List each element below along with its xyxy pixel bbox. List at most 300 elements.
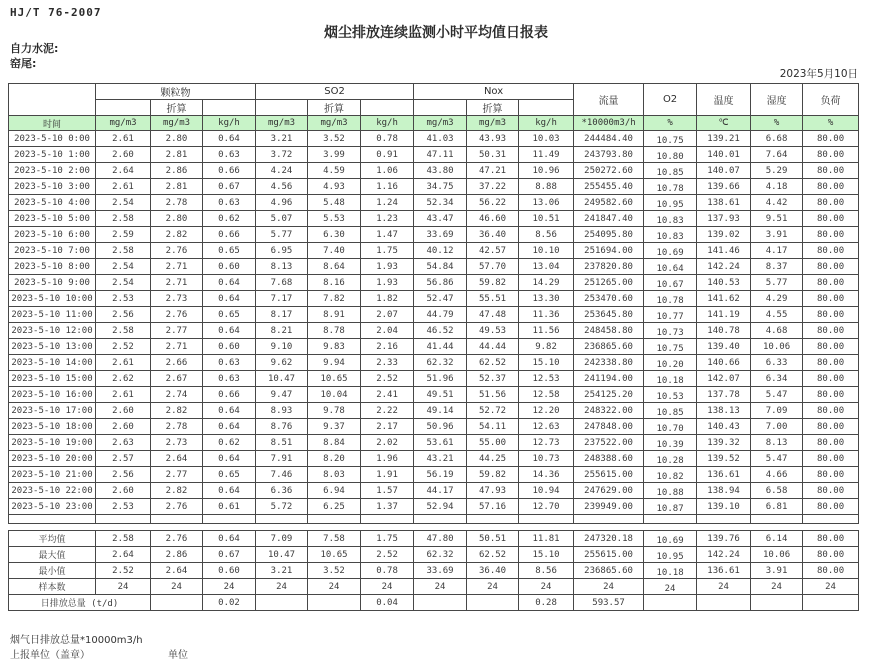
cell-value: 138.13 [697, 403, 751, 419]
cell-value: 10.85 [644, 403, 697, 419]
cell-time: 2023-5-10 0:00 [9, 131, 96, 147]
header-group-row [9, 84, 859, 100]
cell-value: 139.52 [697, 451, 751, 467]
cell-value: 7.40 [308, 243, 361, 259]
summary-label: 最大值 [9, 547, 96, 563]
cell-time: 2023-5-10 4:00 [9, 195, 96, 211]
cell-value: 41.03 [414, 131, 467, 147]
gap-cell [9, 524, 96, 531]
cell-value: 80.00 [803, 451, 859, 467]
cell-value: 24 [256, 579, 308, 595]
cell-value: 7.09 [751, 403, 803, 419]
cell-value: 2.80 [151, 211, 203, 227]
cell-value: 43.93 [467, 131, 519, 147]
report-unit-line [10, 646, 188, 661]
hourly-row [9, 499, 859, 515]
cell-value: 2.62 [96, 371, 151, 387]
cell-time: 2023-5-10 17:00 [9, 403, 96, 419]
cell-value: 2.59 [96, 227, 151, 243]
cell-value: 2.53 [96, 291, 151, 307]
col-header-humidity: 湿度 [751, 84, 803, 116]
cell-value: 7.09 [256, 531, 308, 547]
time-header-spacer [9, 84, 96, 116]
cell-value: 10.69 [644, 243, 697, 259]
cell-value: 138.61 [697, 195, 751, 211]
cell-value: 0.64 [203, 403, 256, 419]
cell-value: 0.62 [203, 435, 256, 451]
cell-value: 2.71 [151, 259, 203, 275]
cell-value: 10.06 [751, 547, 803, 563]
hourly-row [9, 179, 859, 195]
cell-value: 139.76 [697, 531, 751, 547]
cell-time: 2023-5-10 12:00 [9, 323, 96, 339]
cell-value: 10.20 [644, 355, 697, 371]
gap-row [9, 524, 859, 531]
cell-value: 59.82 [467, 275, 519, 291]
cell-value: 0.66 [203, 227, 256, 243]
cell-time: 2023-5-10 23:00 [9, 499, 96, 515]
cell-value: 2.78 [151, 419, 203, 435]
hourly-row [9, 291, 859, 307]
cell-value: 10.75 [644, 131, 697, 147]
cell-value: 54.11 [467, 419, 519, 435]
cell-value: 51.56 [467, 387, 519, 403]
cell-value: 80.00 [803, 531, 859, 547]
cell-value: 253470.60 [574, 291, 644, 307]
cell-value: 6.25 [308, 499, 361, 515]
cell-value: 142.07 [697, 371, 751, 387]
blank-cell [361, 515, 414, 524]
cell-value: 14.36 [519, 467, 574, 483]
cell-value: 53.61 [414, 435, 467, 451]
cell-value: 2.07 [361, 307, 414, 323]
cell-value [151, 595, 203, 611]
cell-value: 4.29 [751, 291, 803, 307]
cell-value: 80.00 [803, 307, 859, 323]
cell-value: 80.00 [803, 259, 859, 275]
unit-cell: kg/h [203, 116, 256, 131]
cell-time: 2023-5-10 3:00 [9, 179, 96, 195]
cell-value: 9.51 [751, 211, 803, 227]
cell-value: 5.77 [751, 275, 803, 291]
cell-value: 10.10 [519, 243, 574, 259]
blank-cell [644, 515, 697, 524]
cell-value: 10.69 [644, 531, 697, 547]
cell-value: 10.04 [308, 387, 361, 403]
cell-value: 9.78 [308, 403, 361, 419]
cell-value: 80.00 [803, 419, 859, 435]
cell-value: 2.86 [151, 163, 203, 179]
cell-value: 10.53 [644, 387, 697, 403]
cell-value: 254095.80 [574, 227, 644, 243]
cell-value: 12.20 [519, 403, 574, 419]
cell-value: 2.53 [96, 499, 151, 515]
hourly-row [9, 339, 859, 355]
cell-value: 10.77 [644, 307, 697, 323]
cell-value: 2.64 [96, 547, 151, 563]
cell-value: 41.44 [414, 339, 467, 355]
cell-value: 12.63 [519, 419, 574, 435]
cell-value: 10.88 [644, 483, 697, 499]
cell-value: 43.21 [414, 451, 467, 467]
cell-value: 0.62 [203, 211, 256, 227]
cell-time: 2023-5-10 11:00 [9, 307, 96, 323]
cell-value: 1.82 [361, 291, 414, 307]
cell-value: 7.91 [256, 451, 308, 467]
cell-time: 2023-5-10 22:00 [9, 483, 96, 499]
cell-value: 10.47 [256, 371, 308, 387]
hourly-row [9, 243, 859, 259]
cell-value: 0.64 [203, 131, 256, 147]
cell-value [803, 595, 859, 611]
cell-value: 0.60 [203, 339, 256, 355]
cell-value: 8.13 [256, 259, 308, 275]
cell-time: 2023-5-10 13:00 [9, 339, 96, 355]
cell-time: 2023-5-10 5:00 [9, 211, 96, 227]
cell-value: 7.82 [308, 291, 361, 307]
cell-value: 2.66 [151, 355, 203, 371]
cell-time: 2023-5-10 21:00 [9, 467, 96, 483]
cell-value: 0.67 [203, 547, 256, 563]
cell-value: 4.93 [308, 179, 361, 195]
cell-value: 2.16 [361, 339, 414, 355]
cell-value: 140.07 [697, 163, 751, 179]
cell-value: 62.52 [467, 355, 519, 371]
monitoring-table [8, 83, 859, 611]
sub-header-converted-so2: 折算 [308, 100, 361, 116]
cell-value: 0.78 [361, 131, 414, 147]
cell-value: 0.65 [203, 243, 256, 259]
cell-value: 2.52 [96, 339, 151, 355]
cell-value: 50.51 [467, 531, 519, 547]
blank-cell [256, 515, 308, 524]
cell-value: 10.78 [644, 179, 697, 195]
cell-value: 6.30 [308, 227, 361, 243]
cell-value: 33.69 [414, 563, 467, 579]
cell-value: 242338.80 [574, 355, 644, 371]
cell-value: 2.54 [96, 259, 151, 275]
cell-value [644, 595, 697, 611]
cell-value: 5.29 [751, 163, 803, 179]
cell-value: 40.12 [414, 243, 467, 259]
cell-value: 11.36 [519, 307, 574, 323]
cell-value: 13.04 [519, 259, 574, 275]
cell-value: 80.00 [803, 323, 859, 339]
cell-value: 0.63 [203, 355, 256, 371]
cell-value: 24 [574, 579, 644, 595]
cell-value: 3.91 [751, 563, 803, 579]
cell-time: 2023-5-10 1:00 [9, 147, 96, 163]
cell-value: 2.82 [151, 483, 203, 499]
cell-time: 2023-5-10 7:00 [9, 243, 96, 259]
cell-value: 253645.80 [574, 307, 644, 323]
cell-value: 55.51 [467, 291, 519, 307]
cell-value: 24 [803, 579, 859, 595]
cell-value: 6.34 [751, 371, 803, 387]
cell-value: 2.52 [96, 563, 151, 579]
cell-value: 10.64 [644, 259, 697, 275]
cell-value: 137.78 [697, 387, 751, 403]
cell-value: 46.52 [414, 323, 467, 339]
col-header-load: 负荷 [803, 84, 859, 116]
cell-value: 15.10 [519, 547, 574, 563]
cell-value [414, 595, 467, 611]
unit-cell: % [644, 116, 697, 131]
hourly-row [9, 163, 859, 179]
cell-value: 52.72 [467, 403, 519, 419]
unit-label: 单位 [168, 650, 188, 661]
cell-value: 2.61 [96, 355, 151, 371]
sub-header-converted-pm: 折算 [151, 100, 203, 116]
cell-value: 10.51 [519, 211, 574, 227]
cell-value: 0.64 [203, 291, 256, 307]
cell-value: 0.64 [203, 531, 256, 547]
cell-value: 2.17 [361, 419, 414, 435]
cell-value: 5.47 [751, 387, 803, 403]
cell-value: 0.67 [203, 179, 256, 195]
cell-value: 1.16 [361, 179, 414, 195]
summary-label: 平均值 [9, 531, 96, 547]
cell-value: 0.66 [203, 163, 256, 179]
cell-value: 10.06 [751, 339, 803, 355]
cell-time: 2023-5-10 19:00 [9, 435, 96, 451]
cell-time: 2023-5-10 15:00 [9, 371, 96, 387]
summary-row [9, 531, 859, 547]
cell-value: 44.17 [414, 483, 467, 499]
cell-value: 44.25 [467, 451, 519, 467]
cell-time: 2023-5-10 18:00 [9, 419, 96, 435]
cell-value: 247848.00 [574, 419, 644, 435]
cell-value: 244484.40 [574, 131, 644, 147]
cell-value: 3.91 [751, 227, 803, 243]
cell-value: 2.61 [96, 131, 151, 147]
cell-value: 7.46 [256, 467, 308, 483]
blank-cell [96, 515, 151, 524]
cell-value: 12.73 [519, 435, 574, 451]
cell-value: 6.14 [751, 531, 803, 547]
cell-value: 80.00 [803, 563, 859, 579]
cell-value: 139.40 [697, 339, 751, 355]
cell-value: 7.68 [256, 275, 308, 291]
cell-value: 4.96 [256, 195, 308, 211]
cell-value: 8.17 [256, 307, 308, 323]
cell-value: 9.37 [308, 419, 361, 435]
blank-cell [308, 515, 361, 524]
hourly-row [9, 195, 859, 211]
cell-value: 1.57 [361, 483, 414, 499]
cell-value: 2.33 [361, 355, 414, 371]
cell-value: 2.58 [96, 531, 151, 547]
cell-value: 52.94 [414, 499, 467, 515]
cell-time: 2023-5-10 14:00 [9, 355, 96, 371]
cell-value: 52.34 [414, 195, 467, 211]
cell-value: 4.24 [256, 163, 308, 179]
unit-cell: mg/m3 [467, 116, 519, 131]
cell-value: 140.78 [697, 323, 751, 339]
cell-value: 2.64 [151, 451, 203, 467]
gap-cell [803, 524, 859, 531]
cell-value: 8.88 [519, 179, 574, 195]
cell-value: 3.21 [256, 131, 308, 147]
summary-label: 最小值 [9, 563, 96, 579]
cell-value: 2.54 [96, 275, 151, 291]
cell-value: 5.48 [308, 195, 361, 211]
cell-value: 54.84 [414, 259, 467, 275]
cell-value: 36.40 [467, 227, 519, 243]
cell-value: 10.94 [519, 483, 574, 499]
cell-value [256, 595, 308, 611]
cell-value: 55.00 [467, 435, 519, 451]
cell-value: 4.42 [751, 195, 803, 211]
cell-value: 2.67 [151, 371, 203, 387]
cell-value: 3.52 [308, 563, 361, 579]
cell-value: 2.54 [96, 195, 151, 211]
cell-value: 236865.60 [574, 339, 644, 355]
cell-value: 0.64 [203, 323, 256, 339]
cell-value: 80.00 [803, 483, 859, 499]
cell-value: 7.17 [256, 291, 308, 307]
hourly-row [9, 307, 859, 323]
company-name: 自力水泥: [10, 42, 59, 55]
hourly-row [9, 131, 859, 147]
cell-value: 0.65 [203, 307, 256, 323]
cell-value: 59.82 [467, 467, 519, 483]
cell-value: 8.56 [519, 227, 574, 243]
cell-value: 52.47 [414, 291, 467, 307]
cell-value: 5.72 [256, 499, 308, 515]
cell-value: 43.80 [414, 163, 467, 179]
cell-value: 24 [96, 579, 151, 595]
cell-value: 0.64 [203, 419, 256, 435]
cell-value: 0.63 [203, 195, 256, 211]
summary-row [9, 579, 859, 595]
seal-label: 上报单位（盖章） [10, 650, 90, 661]
cell-value: 8.84 [308, 435, 361, 451]
cell-value: 24 [697, 579, 751, 595]
cell-value: 2.41 [361, 387, 414, 403]
cell-value: 2.76 [151, 499, 203, 515]
cell-value: 10.73 [519, 451, 574, 467]
cell-value: 254125.20 [574, 387, 644, 403]
cell-value: 136.61 [697, 563, 751, 579]
cell-value: 4.56 [256, 179, 308, 195]
cell-value: 2.76 [151, 531, 203, 547]
cell-value: 2.56 [96, 307, 151, 323]
cell-value: 12.70 [519, 499, 574, 515]
gap-cell [308, 524, 361, 531]
gap-cell [414, 524, 467, 531]
cell-value: 141.19 [697, 307, 751, 323]
blank-cell [151, 515, 203, 524]
cell-value: 241194.00 [574, 371, 644, 387]
cell-value: 47.80 [414, 531, 467, 547]
hourly-row [9, 419, 859, 435]
cell-value: 24 [203, 579, 256, 595]
cell-value [751, 595, 803, 611]
cell-value: 255615.00 [574, 547, 644, 563]
unit-cell: % [803, 116, 859, 131]
cell-value: 10.39 [644, 435, 697, 451]
cell-value: 3.21 [256, 563, 308, 579]
hourly-row [9, 371, 859, 387]
cell-value: 1.24 [361, 195, 414, 211]
cell-value: 8.21 [256, 323, 308, 339]
cell-value: 8.03 [308, 467, 361, 483]
cell-value: 5.07 [256, 211, 308, 227]
cell-value: 0.61 [203, 499, 256, 515]
cell-value: 10.95 [644, 195, 697, 211]
cell-value: 2.77 [151, 323, 203, 339]
cell-value: 62.32 [414, 547, 467, 563]
cell-value: 7.64 [751, 147, 803, 163]
hourly-row [9, 451, 859, 467]
cell-value: 2.52 [361, 547, 414, 563]
cell-value: 2.22 [361, 403, 414, 419]
col-header-o2: O2 [644, 84, 697, 116]
hourly-row [9, 435, 859, 451]
sub-header-blank [256, 100, 308, 116]
cell-time: 2023-5-10 10:00 [9, 291, 96, 307]
cell-value: 141.46 [697, 243, 751, 259]
cell-value: 8.93 [256, 403, 308, 419]
cell-value: 8.20 [308, 451, 361, 467]
flue-gas-total-note: 烟气日排放总量*10000m3/h [10, 635, 143, 646]
cell-value: 12.53 [519, 371, 574, 387]
cell-value: 24 [467, 579, 519, 595]
report-date: 2023年5月10日 [779, 68, 858, 80]
cell-value: 2.86 [151, 547, 203, 563]
cell-value: 140.43 [697, 419, 751, 435]
hourly-row [9, 211, 859, 227]
cell-value: 10.65 [308, 547, 361, 563]
hourly-row [9, 259, 859, 275]
cell-value: 6.81 [751, 499, 803, 515]
blank-cell [467, 515, 519, 524]
cell-value: 8.37 [751, 259, 803, 275]
gap-cell [644, 524, 697, 531]
cell-value: 5.77 [256, 227, 308, 243]
cell-value: 2.04 [361, 323, 414, 339]
cell-value: 4.59 [308, 163, 361, 179]
cell-value: 2.80 [151, 131, 203, 147]
gap-cell [751, 524, 803, 531]
header-units-row [9, 116, 859, 131]
summary-row [9, 563, 859, 579]
cell-value: 10.78 [644, 291, 697, 307]
cell-value: 80.00 [803, 467, 859, 483]
cell-value: 1.93 [361, 259, 414, 275]
cell-value: 250272.60 [574, 163, 644, 179]
cell-value: 0.60 [203, 563, 256, 579]
cell-value: 6.68 [751, 131, 803, 147]
cell-value: 10.83 [644, 227, 697, 243]
cell-value: 0.78 [361, 563, 414, 579]
cell-value: 7.58 [308, 531, 361, 547]
cell-value: 139.66 [697, 179, 751, 195]
cell-value: 9.10 [256, 339, 308, 355]
cell-value: 15.10 [519, 355, 574, 371]
gap-cell [467, 524, 519, 531]
cell-value: 36.40 [467, 563, 519, 579]
cell-value: 2.60 [96, 419, 151, 435]
cell-value: 255615.00 [574, 467, 644, 483]
cell-value: 42.57 [467, 243, 519, 259]
cell-value: 52.37 [467, 371, 519, 387]
cell-value: 10.65 [308, 371, 361, 387]
cell-value: 136.61 [697, 467, 751, 483]
blank-cell [697, 515, 751, 524]
cell-value: 80.00 [803, 131, 859, 147]
